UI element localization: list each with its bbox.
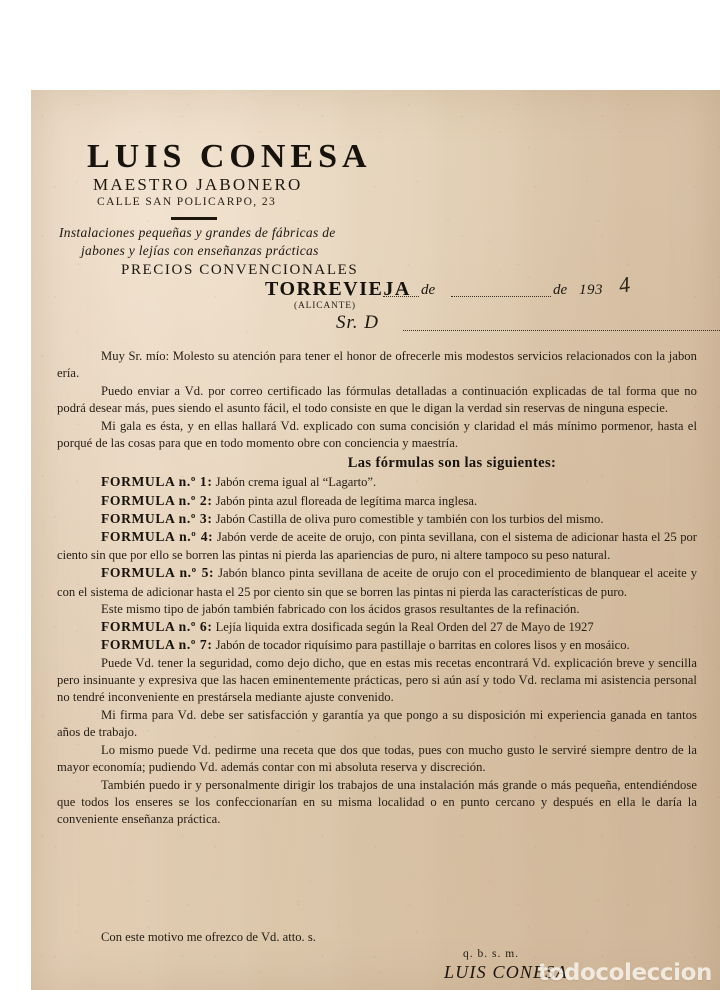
formula-text: Jabón de tocador riquísimo para pastillaje o barritas en colores lisos y en mosáico. xyxy=(215,638,630,653)
paragraph-7: También puedo ir y personalmente dirigir los trabajos de una instalación más grande o más pequeña, entendiéndose que todos los enseres se los confeccionarían en su misma localidad o en punto cercano y después en ella le daría la conveniente enseñanza práctica. xyxy=(57,777,697,827)
formula-text: Jabón verde de aceite de orujo, con pinta sevillana, con el sistema de adicionar hasta el 25 por ciento sin que por ello se borren las pintas ni pierda las apariencias de puro, ni altere tampoco su peso natural. xyxy=(57,530,697,563)
paragraph-2: Puedo enviar a Vd. por correo certificado las fórmulas detalladas a continuación explicadas de tal forma que no podrá desear más, pues siendo el asunto fácil, el todo consiste en que le digan la verdad sin reservas de ninguna especie. xyxy=(57,383,697,416)
paragraph-4: Puede Vd. tener la seguridad, como dejo dicho, que en estas mis recetas encontrará Vd. explicación breve y sencilla pero insinuante y expresiva que las hacen eminentemente prácticas, pero si aún así y todo Vd. reclama mi asistencia personal no tendré inconveniente en prestársela mediante ajuste convenido. xyxy=(57,655,697,705)
paragraph-5: Mi firma para Vd. debe ser satisfacción y garantía ya que pongo a su disposición mi experiencia ganada en tantos años de trabajo. xyxy=(57,707,697,740)
formula-item-2 xyxy=(57,492,697,510)
recipient-blank-line[interactable] xyxy=(403,330,720,331)
formula-item-5 xyxy=(57,564,697,600)
year-handwritten-digit: 4 xyxy=(617,271,632,298)
date-de-first: de xyxy=(421,282,436,298)
company-address: CALLE SAN POLICARPO, 23 xyxy=(97,196,277,208)
formula-label: FORMULA n.º 6: xyxy=(101,619,213,635)
tagline-line-2: jabones y lejías con enseñanzas prácticas xyxy=(81,243,319,258)
formula-item-6 xyxy=(57,618,697,636)
province-name: (ALICANTE) xyxy=(294,301,356,311)
letter-content xyxy=(31,90,720,990)
formula-label: FORMULA n.º 3: xyxy=(101,510,213,526)
city-name: TORREVIEJA xyxy=(265,278,411,300)
paragraph-6: Lo mismo puede Vd. pedirme una receta que dos que todas, pues con mucho gusto le serviré siempre dentro de la mayor economía; pudiendo Vd. además contar con mi absoluta reserva y discreción. xyxy=(57,742,697,775)
formula-label: FORMULA n.º 2: xyxy=(101,492,213,508)
company-title: MAESTRO JABONERO xyxy=(93,175,303,194)
formula-item-3 xyxy=(57,510,697,528)
letter-body xyxy=(57,348,697,829)
closing-line: Con este motivo me ofrezco de Vd. atto. s. xyxy=(101,930,316,944)
courtesy-abbreviation: q. b. s. m. xyxy=(463,948,520,960)
formula-text: Jabón Castilla de oliva puro comestible y también con los turbios del mismo. xyxy=(215,511,604,526)
signature-name: LUIS CONESA xyxy=(444,962,568,982)
date-de-second: de xyxy=(553,282,568,298)
paper-sheet xyxy=(31,90,720,990)
formula-text: Jabón pinta azul floreada de legítima marca inglesa. xyxy=(215,493,478,508)
formula-item-1 xyxy=(57,473,697,491)
formulas-heading: Las fórmulas son las siguientes: xyxy=(347,455,557,472)
formula-item-7 xyxy=(57,636,697,654)
formula-label: FORMULA n.º 5: xyxy=(101,565,215,581)
company-name: LUIS CONESA xyxy=(87,138,372,175)
formula-label: FORMULA n.º 1: xyxy=(101,474,213,490)
tagline-line-1: Instalaciones pequeñas y grandes de fábricas de xyxy=(59,225,336,240)
acid-note: Este mismo tipo de jabón también fabricado con los ácidos grasos resultantes de la refinación. xyxy=(101,601,580,616)
formula-label: FORMULA n.º 4: xyxy=(101,529,214,545)
paragraph-1: Muy Sr. mío: Molesto su atención para tener el honor de ofrecerle mis modestos servicios relacionados con la jabon ería. xyxy=(57,349,697,381)
pricing-note: PRECIOS CONVENCIONALES xyxy=(121,262,359,278)
date-blank-day[interactable] xyxy=(383,296,419,297)
year-prefix: 193 xyxy=(579,282,603,298)
formula-text: Jabón blanco pinta sevillana de aceite de orujo con el procedimiento de blanquear el aceite y con el sistema de adicionar hasta el 25 por ciento sin que se borren las pintas ni pierda las características de puro. xyxy=(57,566,697,599)
formula-text: Jabón crema igual al “Lagarto”. xyxy=(215,475,377,490)
date-blank-month[interactable] xyxy=(451,296,551,297)
formula-item-4 xyxy=(57,528,697,564)
recipient-label: Sr. D xyxy=(336,312,380,333)
header-divider xyxy=(171,217,217,220)
paragraph-3: Mi gala es ésta, y en ellas hallará Vd. explicado con suma concisión y claridad el más mínimo pormenor, hasta el porqué de las cosas para que en todo momento obre con conciencia y maestría. xyxy=(57,418,697,451)
site-watermark: todocoleccion xyxy=(537,960,712,986)
formula-text: Lejía liquida extra dosificada según la Real Orden del 27 de Mayo de 1927 xyxy=(215,620,594,635)
formula-label: FORMULA n.º 7: xyxy=(101,637,213,653)
